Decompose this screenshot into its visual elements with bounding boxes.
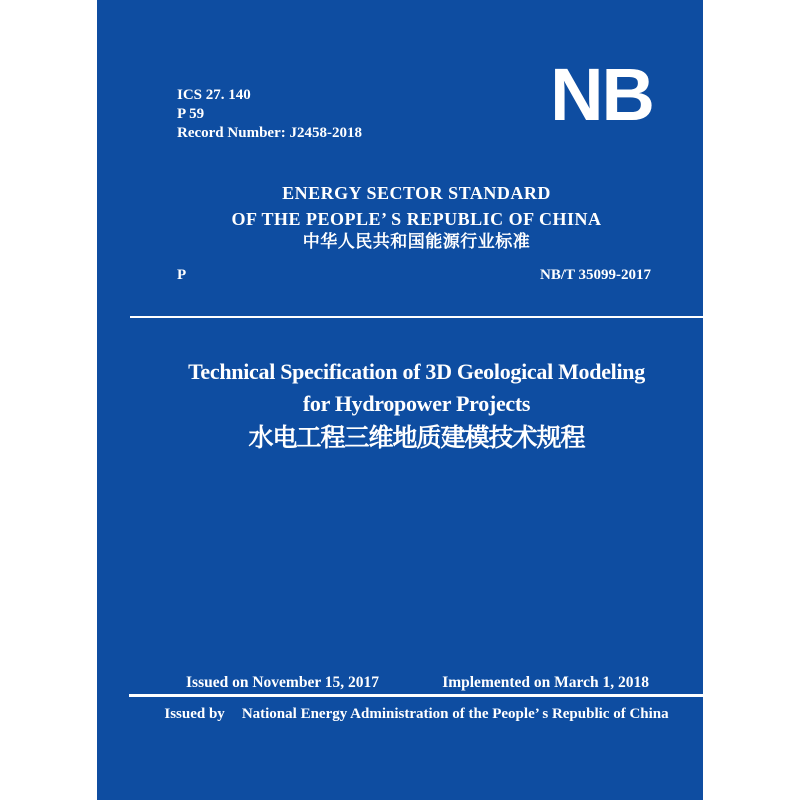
header-divider-line	[130, 316, 703, 318]
standard-number: NB/T 35099-2017	[540, 267, 651, 283]
title-english-line1: Technical Specification of 3D Geological Modeling	[188, 359, 645, 384]
implemented-date: Implemented on March 1, 2018	[442, 674, 649, 691]
standard-type-line2: OF THE PEOPLE’ S REPUBLIC OF CHINA	[231, 209, 602, 229]
class-code: P 59	[177, 106, 205, 122]
issued-by-label: Issued by	[164, 706, 225, 722]
doc-class-letter: P	[177, 267, 187, 283]
standard-code-row	[177, 266, 651, 284]
standard-cover-page	[97, 0, 703, 800]
title-english-line2: for Hydropower Projects	[302, 391, 531, 416]
issuer-name: National Energy Administration of the People’ s Republic of China	[241, 706, 669, 722]
classification-block	[177, 86, 362, 143]
title-chinese: 水电工程三维地质建模技术规程	[248, 425, 585, 452]
issuer-row	[130, 705, 703, 724]
nb-logo: NB	[550, 53, 653, 136]
issued-date: Issued on November 15, 2017	[186, 674, 380, 691]
standard-type-line1: ENERGY SECTOR STANDARD	[282, 183, 551, 203]
dates-row	[186, 673, 649, 692]
footer-divider-line	[129, 694, 703, 697]
record-number: Record Number: J2458-2018	[177, 125, 362, 141]
standard-type-chinese: 中华人民共和国能源行业标准	[302, 232, 531, 251]
ics-code: ICS 27. 140	[177, 87, 251, 103]
